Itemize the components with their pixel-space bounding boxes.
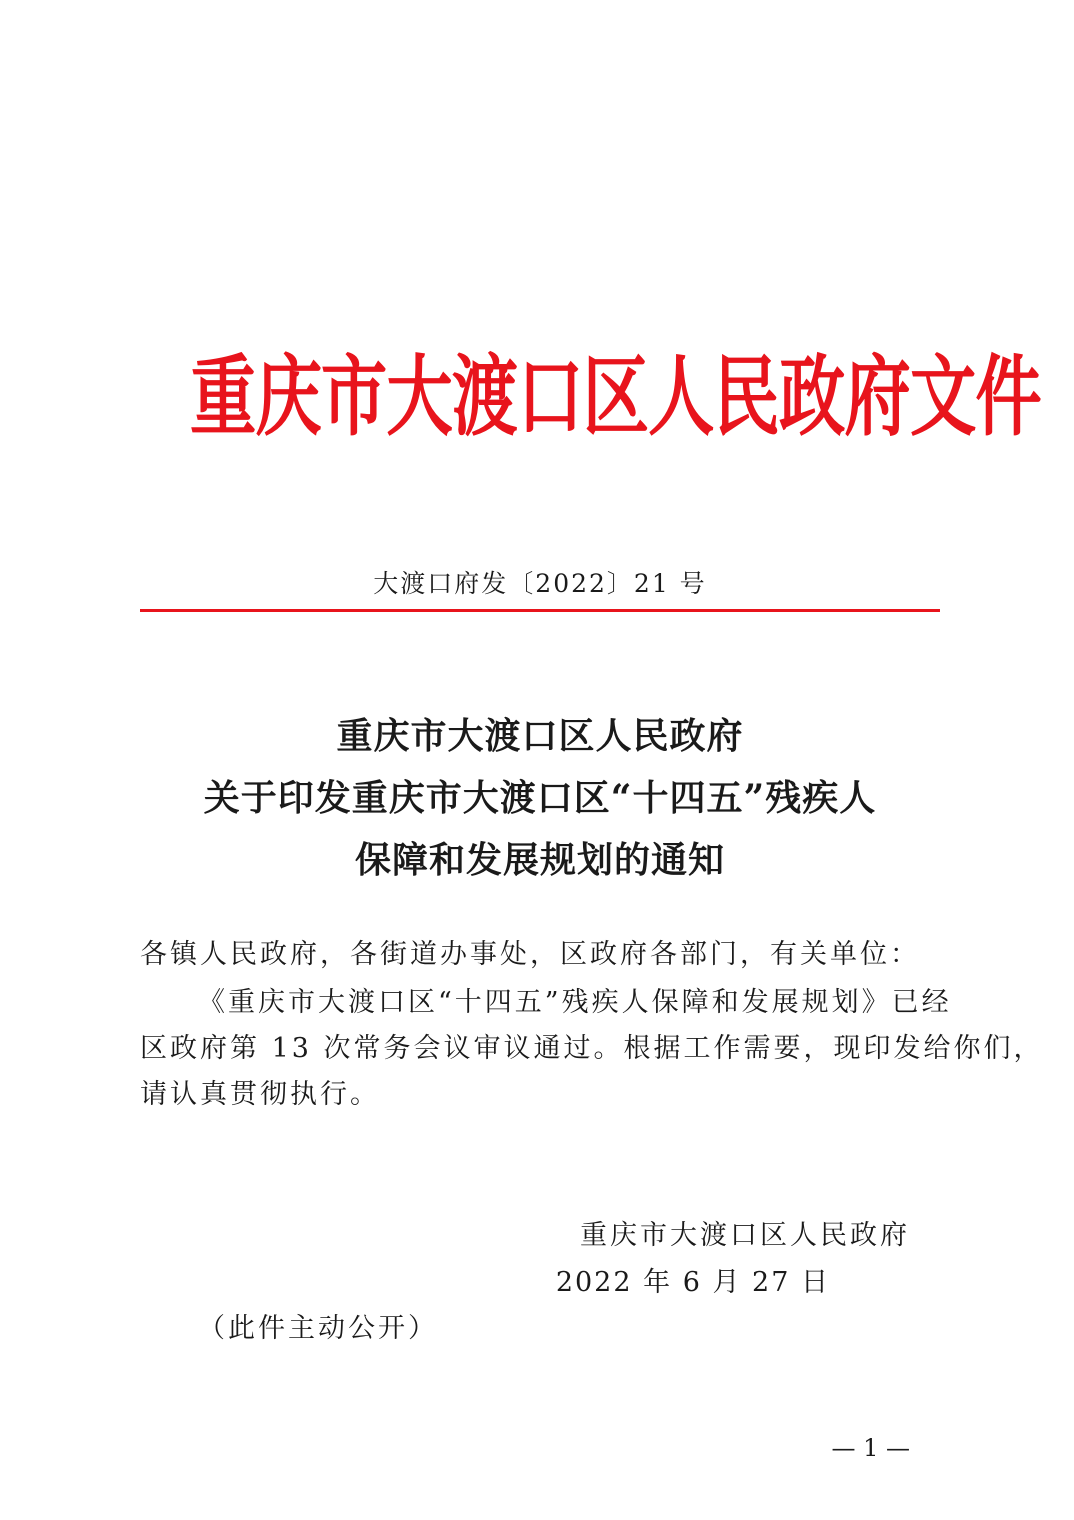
document-title bbox=[140, 705, 940, 891]
issue-date: 2022 年 6 月 27 日 bbox=[555, 1267, 830, 1298]
page-number: — 1 — bbox=[831, 1434, 910, 1462]
masthead-red-header: 重庆市大渡口区人民政府文件 bbox=[190, 347, 1041, 449]
red-separator-line bbox=[140, 609, 940, 612]
salutation: 各镇人民政府，各街道办事处，区政府各部门，有关单位： bbox=[140, 939, 920, 970]
issuer-signature: 重庆市大渡口区人民政府 bbox=[580, 1220, 910, 1251]
title-line-1: 重庆市大渡口区人民政府 bbox=[336, 715, 744, 757]
title-line-3: 保障和发展规划的通知 bbox=[354, 839, 725, 881]
body-line-1: 《重庆市大渡口区“十四五”残疾人保障和发展规划》已经 bbox=[198, 987, 952, 1018]
disclosure-note: （此件主动公开） bbox=[198, 1313, 438, 1344]
body-line-2: 区政府第 13 次常务会议审议通过。根据工作需要，现印发给你们， bbox=[140, 1033, 1044, 1064]
title-line-2: 关于印发重庆市大渡口区“十四五”残疾人 bbox=[203, 777, 877, 819]
body-line-3: 请认真贯彻执行。 bbox=[140, 1079, 380, 1110]
document-number: 大渡口府发〔2022〕21 号 bbox=[373, 569, 707, 598]
body-paragraph bbox=[140, 980, 1044, 1118]
